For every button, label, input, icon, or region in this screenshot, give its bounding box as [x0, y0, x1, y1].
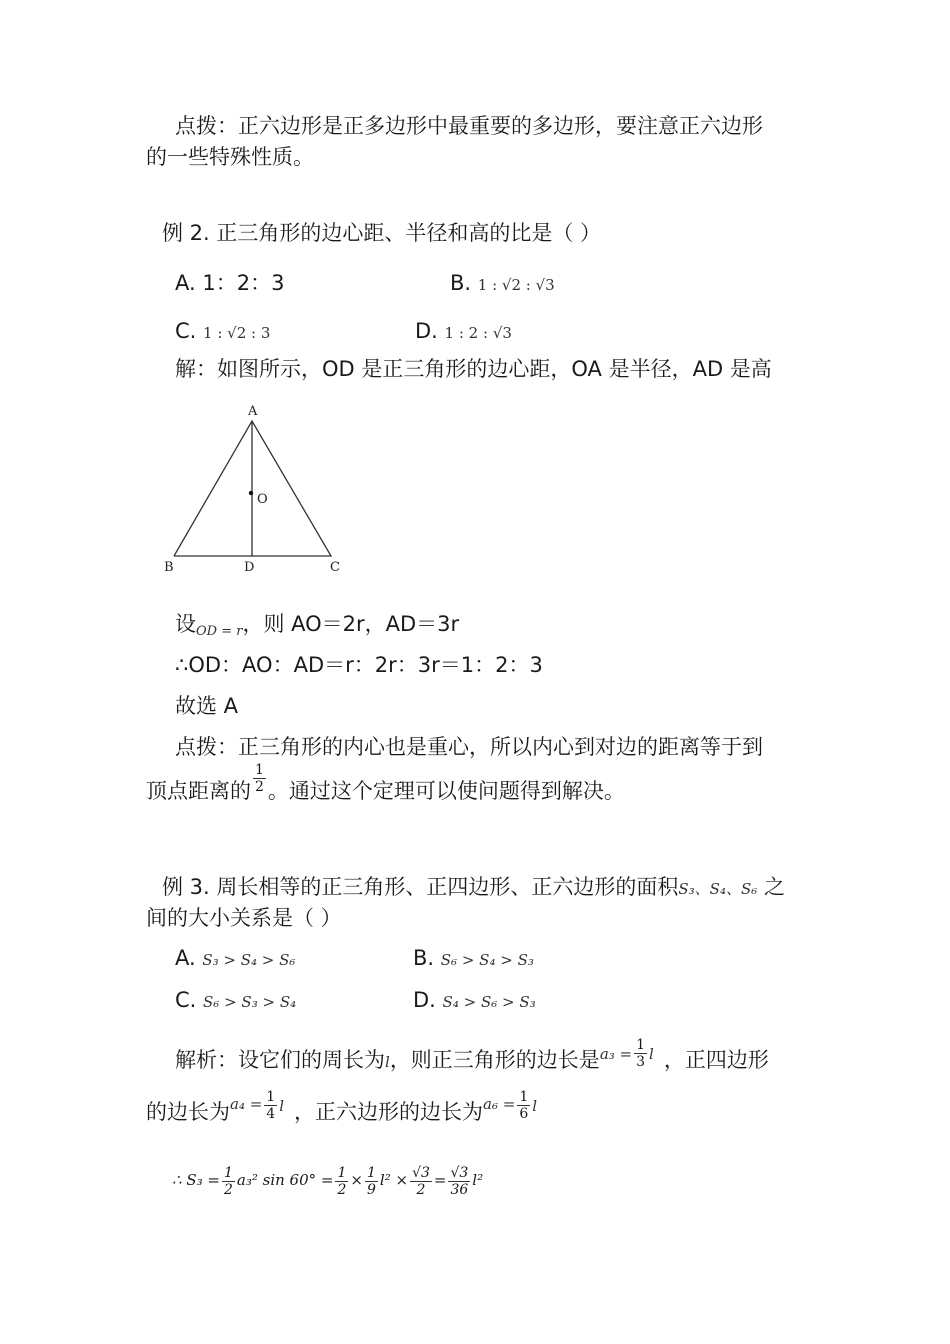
option-b-label: B.	[413, 946, 435, 970]
fraction-num: 1	[223, 1164, 233, 1181]
a6-lhs: a₆ =	[483, 1095, 516, 1113]
formula-end: l²	[472, 1171, 484, 1189]
frac-3	[365, 1165, 378, 1198]
fraction-den: 3	[636, 1053, 646, 1070]
example-2-option-c	[175, 317, 270, 347]
option-a-label: A.	[175, 946, 196, 970]
fraction-num: 1	[255, 761, 264, 778]
option-d-value: S₄ > S₆ > S₃	[442, 993, 536, 1011]
label-b: B	[164, 560, 174, 575]
fraction-den: 9	[366, 1181, 376, 1198]
fraction-den: 6	[519, 1105, 529, 1122]
perimeter-var: l	[385, 1053, 390, 1071]
frac-1	[222, 1165, 235, 1198]
example-3-question-1	[162, 873, 785, 903]
a3-lhs: a₃ =	[599, 1045, 633, 1063]
example-2-option-d	[415, 317, 512, 347]
example-3-option-b	[413, 944, 534, 974]
example-2-solution: 解：如图所示，OD 是正三角形的边心距，OA 是半径，AD 是高	[175, 357, 772, 381]
fraction-den: 4	[266, 1105, 276, 1122]
frac-5	[448, 1165, 470, 1198]
tip-line-2: 的一些特殊性质。	[146, 145, 314, 169]
fraction-den: 2	[223, 1181, 233, 1198]
option-d-label: D.	[415, 319, 438, 343]
fraction-den: 2	[337, 1181, 347, 1198]
frac-4	[410, 1165, 432, 1198]
choose-line: 故选 A	[175, 694, 239, 718]
option-b-value: 1 : √2 : √3	[477, 276, 555, 294]
area-formula	[172, 1160, 483, 1200]
question-text: 例 3. 周长相等的正三角形、正四边形、正六边形的面积	[162, 875, 679, 899]
option-d-value: 1 : 2 : √3	[444, 324, 512, 342]
option-a-value: S₃ > S₄ > S₆	[202, 951, 296, 969]
fraction-one-third	[634, 1037, 647, 1070]
tip-2-line-2	[146, 761, 625, 809]
analysis-prefix: 解析：设它们的周长为	[175, 1048, 385, 1072]
label-d: D	[244, 560, 255, 575]
tip-2-prefix: 顶点距离的	[146, 779, 251, 803]
fraction-num: 1	[519, 1088, 529, 1105]
formula-mid-1: a₃² sin 60° =	[236, 1171, 334, 1189]
question-tail: 之	[763, 875, 785, 899]
analysis-line-2	[146, 1088, 538, 1134]
example-3-option-a	[175, 944, 295, 974]
example-3-option-d	[413, 986, 536, 1016]
example-2-option-a	[175, 269, 284, 297]
equals-symbol: =	[433, 1171, 447, 1189]
option-c-value: 1 : √2 : 3	[203, 324, 271, 342]
a6-var: l	[532, 1097, 538, 1115]
example-2-question: 例 2. 正三角形的边心距、半径和高的比是（ ）	[162, 221, 602, 245]
fraction-den: 2	[255, 778, 264, 795]
triangle-diagram	[150, 395, 360, 580]
set-rest: ，则 AO＝2r，AD＝3r	[242, 612, 460, 636]
label-o: O	[257, 492, 268, 507]
fraction-num: 1	[266, 1088, 276, 1105]
fraction-one-fourth	[264, 1089, 277, 1122]
option-b-label: B.	[450, 271, 472, 295]
label-a: A	[248, 404, 258, 419]
fraction-num: 1	[337, 1164, 347, 1181]
fraction-num: 1	[636, 1036, 646, 1053]
therefore-line: ∴OD：AO：AD＝r：2r：3r＝1：2：3	[175, 653, 543, 677]
fraction-num: √3	[412, 1164, 430, 1181]
example-3-question-2: 间的大小关系是（ ）	[146, 906, 342, 930]
fraction-den: 2	[416, 1181, 426, 1198]
fraction-num: 1	[366, 1164, 376, 1181]
analysis-mid: ，则正三角形的边长是	[389, 1048, 600, 1072]
option-a-value: 1：2：3	[202, 271, 285, 295]
s3-lhs: S₃ =	[186, 1171, 220, 1189]
option-c-label: C.	[175, 988, 197, 1012]
set-variable-line	[175, 610, 459, 642]
option-c-value: S₆ > S₃ > S₄	[203, 993, 297, 1011]
set-prefix: 设	[175, 612, 196, 636]
line2-mid: ，正六边形的边长为	[294, 1100, 484, 1124]
center-point-o	[249, 491, 253, 495]
frac-2	[335, 1165, 348, 1198]
therefore-symbol: ∴	[172, 1171, 182, 1189]
question-math: S₃、S₄、S₆	[678, 880, 758, 898]
a4-lhs: a₄ =	[230, 1095, 263, 1113]
line2-prefix: 的边长为	[146, 1100, 230, 1124]
analysis-tail: ，正四边形	[663, 1048, 769, 1072]
option-c-label: C.	[175, 319, 197, 343]
formula-mid-2: l² ×	[379, 1171, 409, 1189]
a4-var: l	[279, 1097, 285, 1115]
tip-2-line-1: 点拨：正三角形的内心也是重心，所以内心到对边的距离等于到	[175, 735, 763, 759]
example-3-option-c	[175, 986, 296, 1016]
times-symbol: ×	[350, 1171, 363, 1189]
analysis-line-1	[175, 1036, 769, 1082]
fraction-one-half	[253, 762, 266, 795]
set-formula: OD = r	[196, 624, 243, 639]
tip-line-1: 点拨：正六边形是正多边形中最重要的多边形，要注意正六边形	[175, 114, 763, 138]
option-b-value: S₆ > S₄ > S₃	[440, 951, 534, 969]
fraction-one-sixth	[517, 1089, 530, 1122]
fraction-den: 36	[450, 1181, 469, 1198]
fraction-num: √3	[450, 1164, 469, 1181]
option-a-label: A.	[175, 271, 196, 295]
a3-var: l	[649, 1045, 654, 1063]
option-d-label: D.	[413, 988, 436, 1012]
label-c: C	[330, 560, 340, 575]
tip-2-rest: 。通过这个定理可以使问题得到解决。	[267, 779, 625, 803]
example-2-option-b	[450, 269, 555, 299]
